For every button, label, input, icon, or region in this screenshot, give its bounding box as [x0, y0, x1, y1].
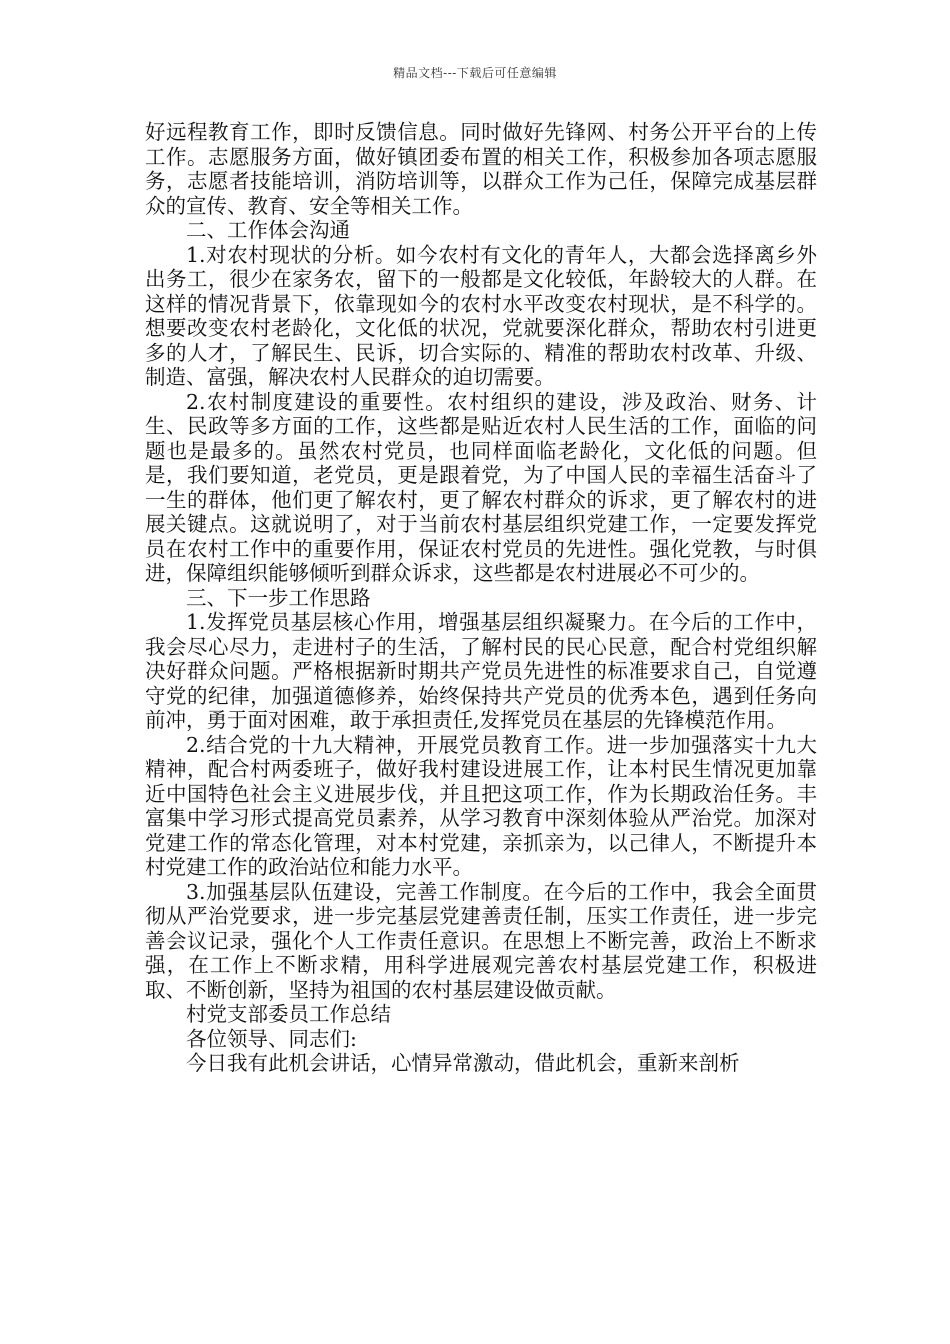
document-body [145, 120, 817, 1076]
section-heading-2: 二、工作体会沟通 [186, 218, 350, 242]
page-header: 精品文档---下载后可任意编辑 [393, 66, 557, 80]
paragraph-rural-status: 1.对农村现状的分析。如今农村有文化的青年人，大都会选择离乡外出务工，很少在家务农，留下的一般都是文化较低，年龄较大的人群。在这样的情况背景下，依靠现如今的农村水平改变农村现状，是不科学的。想要改变农村老龄化，文化低的状况，党就要深化群众，帮助农村引进更多的人才，了解民生、民诉，切合实际的、精准的帮助农村改革、升级、制造、富强，解决农村人民群众的迫切需要。 [145, 242, 817, 389]
paragraph-team-building: 3.加强基层队伍建设，完善工作制度。在今后的工作中，我会全面贯彻从严治党要求，进一步完基层党建善责任制，压实工作责任，进一步完善会议记录，强化个人工作责任意识。在思想上不断完善，政治上不断求强，在工作上不断求精，用科学进展观完善农村基层党建工作，积极进取、不断创新，坚持为祖国的农村基层建设做贡献。 [145, 879, 817, 1002]
paragraph-core-role: 1.发挥党员基层核心作用，增强基层组织凝聚力。在今后的工作中，我会尽心尽力，走进村子的生活，了解村民的民心民意，配合村党组织解决好群众问题。严格根据新时期共产党员先进性的标准要求自己，自觉遵守党的纪律，加强道德修养，始终保持共产党员的优秀本色，遇到任务向前冲，勇于面对困难，敢于承担责任,发挥党员在基层的先锋模范作用。 [145, 610, 817, 732]
section-heading-3: 三、下一步工作思路 [186, 585, 371, 610]
paragraph-system-building: 2.农村制度建设的重要性。农村组织的建设，涉及政治、财务、计生、民政等多方面的工作，这些都是贴近农村人民生活的工作，面临的问题也是最多的。虽然农村党员，也同样面临老龄化，文化低的问题。但是，我们要知道，老党员，更是跟着党，为了中国人民的幸福生活奋斗了一生的群体，他们更了解农村，更了解农村群众的诉求，更了解农村的进展关键点。这就说明了，对于当前农村基层组织党建工作，一定要发挥党员在农村工作中的重要作用，保证农村党员的先进性。强化党教，与时俱进，保障组织能够倾听到群众诉求，这些都是农村进展必不可少的。 [145, 389, 817, 585]
paragraph-opening: 今日我有此机会讲话，心情异常激动，借此机会，重新来剖析 [186, 1051, 740, 1075]
paragraph-education: 2.结合党的十九大精神，开展党员教育工作。进一步加强落实十九大精神，配合村两委班子，做好我村建设进展工作，让本村民生情况更加靠近中国特色社会主义进展步伐，并且把这项工作，作为长期政治任务。丰富集中学习形式提高党员素养，从学习教育中深刻体验从严治党。加深对党建工作的常态化管理，对本村党建，亲抓亲为，以己律人，不断提升本村党建工作的政治站位和能力水平。 [145, 732, 817, 879]
paragraph-continued: 好远程教育工作，即时反馈信息。同时做好先锋网、村务公开平台的上传工作。志愿服务方面，做好镇团委布置的相关工作，积极参加各项志愿服务，志愿者技能培训，消防培训等，以群众工作为己任，保障完成基层群众的宣传、教育、安全等相关工作。 [145, 120, 817, 218]
salutation: 各位领导、同志们: [186, 1026, 357, 1051]
document-title: 村党支部委员工作总结 [186, 1002, 391, 1026]
